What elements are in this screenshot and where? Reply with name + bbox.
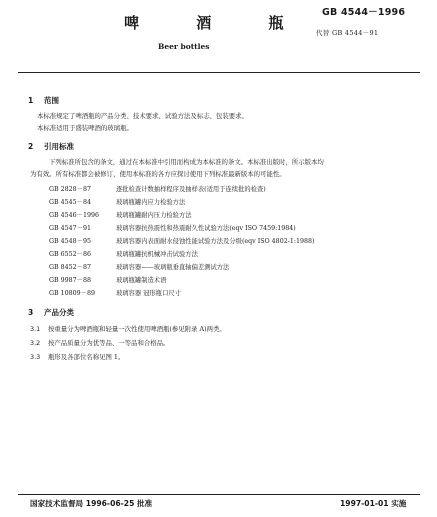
section-2-intro-line-2: 为有效。所有标准都会被修订，使用本标准的各方应探讨使用下列标准最新版本的可能性。 (30, 170, 286, 178)
reference-title: 玻璃瓶罐制造术语 (116, 277, 167, 284)
clause-text: 按重量分为啤酒瓶和轻量一次性使用啤酒瓶(参见附录 A)两类。 (48, 325, 226, 333)
section-3-heading (28, 307, 74, 318)
clause-number: 3.2 (30, 339, 41, 347)
english-title: Beer bottles (158, 42, 210, 51)
standard-number: GB 4544－1996 (322, 7, 406, 18)
reference-title: 玻璃瓶罐内应力检验方法 (116, 199, 186, 206)
reference-code: GB 9987－88 (49, 277, 91, 284)
reference-title: 玻璃容器 冠形瓶口尺寸 (116, 290, 181, 297)
reference-item (49, 211, 192, 221)
header-divider (18, 72, 420, 73)
clause-text: 瓶形及各部位名称见图 1。 (48, 353, 125, 361)
reference-item (49, 198, 185, 208)
section-3-title: 产品分类 (44, 308, 74, 317)
section-2-intro-line-1: 下列标准所包含的条文，通过在本标准中引用而构成为本标准的条文。本标准出版时，所示版本均 (49, 158, 324, 166)
replaces-note: 代替 GB 4544－91 (316, 29, 379, 37)
page-title: 啤 酒 瓶 (124, 14, 310, 32)
reference-code: GB 4546－1996 (49, 212, 100, 219)
clause-item (30, 338, 169, 348)
clause-item (30, 352, 124, 362)
reference-code: GB 2828－87 (49, 186, 91, 193)
section-3-number: 3 (28, 308, 34, 317)
reference-title: 逐批检查计数抽样程序及抽样表(适用于连续批的检查) (116, 186, 266, 193)
section-1-heading (28, 95, 59, 106)
reference-item (49, 224, 296, 234)
approval-note: 国家技术监督局 1996-06-25 批准 (30, 499, 153, 508)
reference-code: GB 4548－95 (49, 238, 91, 245)
footer-divider (18, 494, 420, 495)
reference-item (49, 263, 229, 273)
reference-title: 玻璃瓶罐抗机械冲击试验方法 (116, 251, 198, 258)
reference-item (49, 276, 166, 286)
reference-title: 玻璃瓶罐耐内压力检验方法 (116, 212, 192, 219)
reference-item (49, 289, 181, 299)
section-1-number: 1 (28, 96, 34, 105)
section-2-number: 2 (28, 142, 34, 151)
reference-code: GB 10809－89 (49, 290, 95, 297)
reference-code: GB 8452－87 (49, 264, 91, 271)
reference-code: GB 4545－84 (49, 199, 91, 206)
reference-title: 玻璃容器内表面耐水侵蚀性能试验方法及分级(eqv ISO 4802-1:1988) (116, 238, 315, 245)
reference-title: 玻璃容器——玻璃瓶垂直轴偏差测试方法 (116, 264, 230, 271)
section-1-title: 范围 (44, 96, 59, 105)
reference-item (49, 185, 266, 195)
reference-item (49, 250, 198, 260)
clause-number: 3.1 (30, 325, 41, 333)
reference-code: GB 6552－86 (49, 251, 91, 258)
section-1-paragraph-2: 本标准适用于盛装啤酒的玻璃瓶。 (37, 124, 133, 132)
clause-number: 3.3 (30, 353, 41, 361)
section-2-heading (28, 141, 74, 152)
section-1-paragraph-1: 本标准规定了啤酒瓶的产品分类、技术要求、试验方法及标志、包装要求。 (37, 112, 248, 120)
reference-item (49, 237, 314, 247)
implementation-date: 1997-01-01 实施 (340, 499, 407, 508)
clause-item (30, 324, 226, 334)
clause-text: 按产品质量分为优等品、一等品和合格品。 (48, 339, 170, 347)
reference-title: 玻璃容器抗热震性和热震耐久性试验方法(eqv ISO 7459:1984) (116, 225, 296, 232)
reference-code: GB 4547－91 (49, 225, 91, 232)
section-2-title: 引用标准 (44, 142, 74, 151)
